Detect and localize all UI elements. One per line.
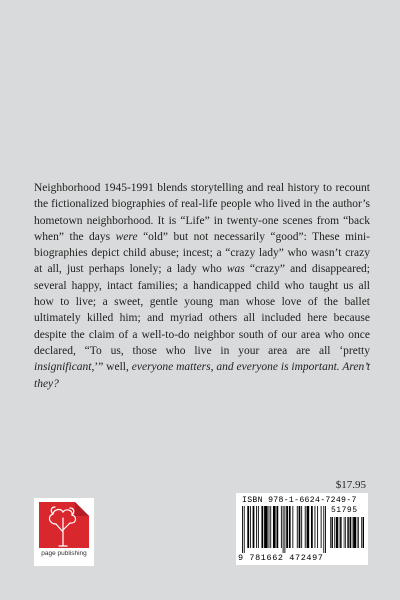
blurb-text-3: “crazy” and disappeared; several happy, intact families; a handicapped child who taught us all how to live; a sweet, gentle young man whose love of the ballet ultimately killed him; and myriad others all included here because despite the claim of a well-to-do neighbor south of our area who once declared, “To us, those who live in your area are all ‘pretty xyxy=(34,263,370,357)
blurb-text-4: ,’” well, xyxy=(91,361,132,374)
blurb-emphasis-was: was xyxy=(226,263,245,276)
tree-icon xyxy=(39,502,89,548)
publisher-logo xyxy=(34,498,94,566)
blurb-text-2: “old” but not necessarily “good”: These mini-biographies depict child abuse; incest; a “crazy lady” who wasn’t crazy at all, just perhaps lonely; a lady who xyxy=(34,230,370,276)
blurb-text-1: Neighborhood 1945-1991 blends storytelling and real history to recount the fictionalized biographies of real-life people who lived in the author’s hometown neighborhood. It is “Life” in twenty-one scenes from “back when” the days xyxy=(34,182,370,243)
ean-digits: 9 781662 472497 xyxy=(238,553,324,563)
barcode-addon-bars xyxy=(330,517,364,553)
blurb-emphasis-were: were xyxy=(115,230,138,243)
isbn-barcode xyxy=(236,493,368,565)
isbn-number: ISBN 978-1-6624-7249-7 xyxy=(242,496,357,505)
price-code: 51795 xyxy=(331,506,358,515)
back-cover-blurb xyxy=(34,180,370,392)
blurb-closing-question: everyone matters, and everyone is important. Aren’t they? xyxy=(34,361,371,390)
blurb-emphasis-insignificant: insignificant xyxy=(34,361,92,374)
publisher-name: page publishing xyxy=(41,550,87,557)
book-price: $17.95 xyxy=(335,479,366,491)
barcode-bars xyxy=(242,506,326,553)
